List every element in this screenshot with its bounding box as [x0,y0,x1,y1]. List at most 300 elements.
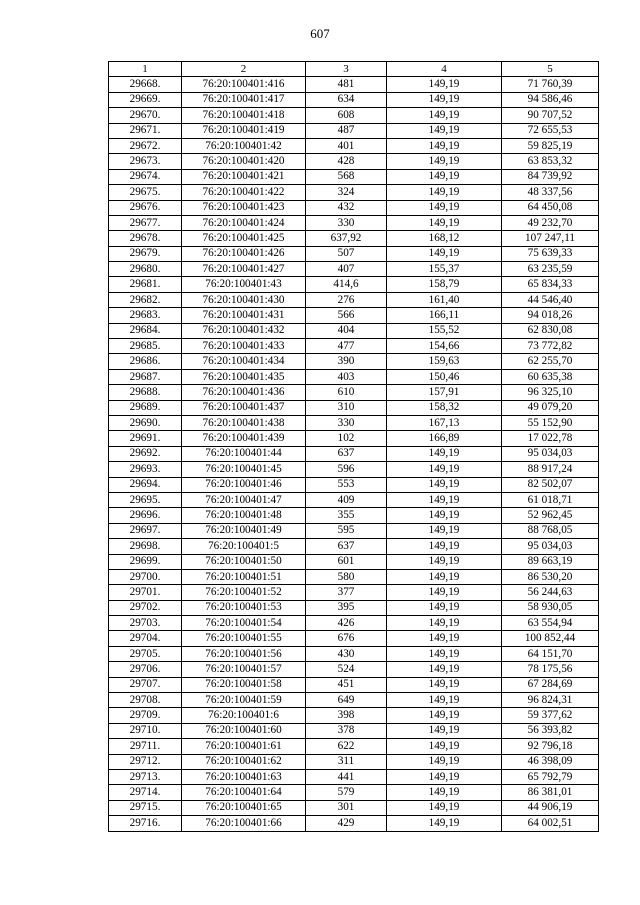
rate-cell: 155,37 [387,262,502,277]
table-row [109,277,599,292]
value-cell: 94 586,46 [502,92,599,107]
cadastral-number-cell: 76:20:100401:5 [182,539,306,554]
value-cell: 86 530,20 [502,569,599,584]
row-number-cell: 29673. [109,154,182,169]
area-cell: 637,92 [306,231,387,246]
table-row [109,92,599,107]
table-row [109,800,599,815]
row-number-cell: 29686. [109,354,182,369]
value-cell: 63 554,94 [502,616,599,631]
value-cell: 60 635,38 [502,369,599,384]
table-row [109,585,599,600]
table-row [109,569,599,584]
area-cell: 481 [306,77,387,92]
row-number-cell: 29679. [109,246,182,261]
cadastral-number-cell: 76:20:100401:439 [182,431,306,446]
area-cell: 404 [306,323,387,338]
table-row [109,723,599,738]
rate-cell: 149,19 [387,138,502,153]
row-number-cell: 29701. [109,585,182,600]
table-row [109,554,599,569]
cadastral-number-cell: 76:20:100401:62 [182,754,306,769]
value-cell: 62 255,70 [502,354,599,369]
cadastral-number-cell: 76:20:100401:416 [182,77,306,92]
row-number-cell: 29710. [109,723,182,738]
row-number-cell: 29684. [109,323,182,338]
table-row [109,508,599,523]
table-row [109,662,599,677]
value-cell: 56 393,82 [502,723,599,738]
area-cell: 330 [306,215,387,230]
row-number-cell: 29707. [109,677,182,692]
rate-cell: 149,19 [387,492,502,507]
table-row [109,754,599,769]
cadastral-number-cell: 76:20:100401:419 [182,123,306,138]
row-number-cell: 29675. [109,185,182,200]
rate-cell: 149,19 [387,800,502,815]
table-row [109,631,599,646]
value-cell: 62 830,08 [502,323,599,338]
area-cell: 477 [306,339,387,354]
table-row [109,292,599,307]
cadastral-number-cell: 76:20:100401:51 [182,569,306,584]
table-row [109,215,599,230]
cadastral-number-cell: 76:20:100401:58 [182,677,306,692]
row-number-cell: 29715. [109,800,182,815]
value-cell: 63 853,32 [502,154,599,169]
cadastral-number-cell: 76:20:100401:63 [182,769,306,784]
table-row [109,477,599,492]
value-cell: 86 381,01 [502,785,599,800]
rate-cell: 149,19 [387,108,502,123]
rate-cell: 149,19 [387,631,502,646]
area-cell: 649 [306,693,387,708]
rate-cell: 149,19 [387,569,502,584]
rate-cell: 149,19 [387,693,502,708]
area-cell: 403 [306,369,387,384]
row-number-cell: 29669. [109,92,182,107]
cadastral-number-cell: 76:20:100401:52 [182,585,306,600]
rate-cell: 158,32 [387,400,502,415]
value-cell: 64 002,51 [502,816,599,831]
rate-cell: 149,19 [387,446,502,461]
registry-table [108,61,599,832]
area-cell: 324 [306,185,387,200]
area-cell: 378 [306,723,387,738]
table-row [109,108,599,123]
rate-cell: 149,19 [387,816,502,831]
area-cell: 301 [306,800,387,815]
area-cell: 426 [306,616,387,631]
value-cell: 65 834,33 [502,277,599,292]
row-number-cell: 29697. [109,523,182,538]
cadastral-number-cell: 76:20:100401:43 [182,277,306,292]
area-cell: 401 [306,138,387,153]
table-body [109,77,599,831]
value-cell: 48 337,56 [502,185,599,200]
rate-cell: 166,11 [387,308,502,323]
rate-cell: 149,19 [387,508,502,523]
column-header-1: 1 [109,62,182,77]
cadastral-number-cell: 76:20:100401:45 [182,462,306,477]
value-cell: 52 962,45 [502,508,599,523]
area-cell: 428 [306,154,387,169]
row-number-cell: 29668. [109,77,182,92]
cadastral-number-cell: 76:20:100401:438 [182,415,306,430]
row-number-cell: 29677. [109,215,182,230]
area-cell: 310 [306,400,387,415]
header-row [109,62,599,77]
table-row [109,600,599,615]
area-cell: 355 [306,508,387,523]
value-cell: 71 760,39 [502,77,599,92]
row-number-cell: 29681. [109,277,182,292]
row-number-cell: 29708. [109,693,182,708]
value-cell: 95 034,03 [502,446,599,461]
table-row [109,693,599,708]
rate-cell: 149,19 [387,462,502,477]
cadastral-number-cell: 76:20:100401:425 [182,231,306,246]
cadastral-number-cell: 76:20:100401:47 [182,492,306,507]
rate-cell: 149,19 [387,123,502,138]
table-row [109,400,599,415]
rate-cell: 157,91 [387,385,502,400]
area-cell: 441 [306,769,387,784]
rate-cell: 149,19 [387,477,502,492]
cadastral-number-cell: 76:20:100401:437 [182,400,306,415]
row-number-cell: 29709. [109,708,182,723]
cadastral-number-cell: 76:20:100401:420 [182,154,306,169]
value-cell: 88 917,24 [502,462,599,477]
row-number-cell: 29713. [109,769,182,784]
value-cell: 78 175,56 [502,662,599,677]
area-cell: 395 [306,600,387,615]
cadastral-number-cell: 76:20:100401:426 [182,246,306,261]
table-row [109,169,599,184]
value-cell: 44 546,40 [502,292,599,307]
row-number-cell: 29698. [109,539,182,554]
value-cell: 64 151,70 [502,646,599,661]
table-row [109,154,599,169]
value-cell: 65 792,79 [502,769,599,784]
area-cell: 608 [306,108,387,123]
row-number-cell: 29682. [109,292,182,307]
rate-cell: 149,19 [387,723,502,738]
table-row [109,539,599,554]
area-cell: 596 [306,462,387,477]
rate-cell: 149,19 [387,739,502,754]
row-number-cell: 29696. [109,508,182,523]
row-number-cell: 29704. [109,631,182,646]
rate-cell: 149,19 [387,600,502,615]
row-number-cell: 29692. [109,446,182,461]
table-row [109,369,599,384]
row-number-cell: 29711. [109,739,182,754]
table-row [109,246,599,261]
value-cell: 44 906,19 [502,800,599,815]
cadastral-number-cell: 76:20:100401:66 [182,816,306,831]
cadastral-number-cell: 76:20:100401:422 [182,185,306,200]
row-number-cell: 29687. [109,369,182,384]
rate-cell: 155,52 [387,323,502,338]
rate-cell: 149,19 [387,92,502,107]
rate-cell: 159,63 [387,354,502,369]
rate-cell: 149,19 [387,677,502,692]
cadastral-number-cell: 76:20:100401:60 [182,723,306,738]
table-row [109,769,599,784]
row-number-cell: 29695. [109,492,182,507]
area-cell: 432 [306,200,387,215]
rate-cell: 161,40 [387,292,502,307]
area-cell: 637 [306,446,387,461]
cadastral-number-cell: 76:20:100401:433 [182,339,306,354]
area-cell: 451 [306,677,387,692]
area-cell: 579 [306,785,387,800]
value-cell: 56 244,63 [502,585,599,600]
rate-cell: 149,19 [387,616,502,631]
area-cell: 414,6 [306,277,387,292]
cadastral-number-cell: 76:20:100401:57 [182,662,306,677]
table-row [109,308,599,323]
value-cell: 96 824,31 [502,693,599,708]
rate-cell: 149,19 [387,246,502,261]
table-row [109,616,599,631]
value-cell: 64 450,08 [502,200,599,215]
rate-cell: 150,46 [387,369,502,384]
row-number-cell: 29714. [109,785,182,800]
row-number-cell: 29705. [109,646,182,661]
area-cell: 553 [306,477,387,492]
cadastral-number-cell: 76:20:100401:64 [182,785,306,800]
table-row [109,739,599,754]
row-number-cell: 29671. [109,123,182,138]
table-row [109,385,599,400]
value-cell: 84 739,92 [502,169,599,184]
column-header-4: 4 [387,62,502,77]
value-cell: 59 377,62 [502,708,599,723]
rate-cell: 166,89 [387,431,502,446]
value-cell: 95 034,03 [502,539,599,554]
area-cell: 330 [306,415,387,430]
rate-cell: 149,19 [387,646,502,661]
rate-cell: 149,19 [387,215,502,230]
rate-cell: 149,19 [387,754,502,769]
table-row [109,77,599,92]
value-cell: 72 655,53 [502,123,599,138]
area-cell: 390 [306,354,387,369]
value-cell: 61 018,71 [502,492,599,507]
cadastral-number-cell: 76:20:100401:431 [182,308,306,323]
cadastral-number-cell: 76:20:100401:6 [182,708,306,723]
table-row [109,677,599,692]
cadastral-number-cell: 76:20:100401:46 [182,477,306,492]
cadastral-number-cell: 76:20:100401:54 [182,616,306,631]
value-cell: 59 825,19 [502,138,599,153]
value-cell: 63 235,59 [502,262,599,277]
table-row [109,816,599,831]
row-number-cell: 29672. [109,138,182,153]
cadastral-number-cell: 76:20:100401:436 [182,385,306,400]
row-number-cell: 29691. [109,431,182,446]
area-cell: 524 [306,662,387,677]
area-cell: 568 [306,169,387,184]
rate-cell: 149,19 [387,539,502,554]
row-number-cell: 29694. [109,477,182,492]
value-cell: 88 768,05 [502,523,599,538]
table-row [109,339,599,354]
area-cell: 276 [306,292,387,307]
table-row [109,446,599,461]
rate-cell: 167,13 [387,415,502,430]
area-cell: 487 [306,123,387,138]
table-row [109,415,599,430]
area-cell: 409 [306,492,387,507]
rate-cell: 158,79 [387,277,502,292]
row-number-cell: 29693. [109,462,182,477]
row-number-cell: 29683. [109,308,182,323]
area-cell: 429 [306,816,387,831]
cadastral-number-cell: 76:20:100401:59 [182,693,306,708]
table-row [109,123,599,138]
area-cell: 102 [306,431,387,446]
value-cell: 55 152,90 [502,415,599,430]
row-number-cell: 29712. [109,754,182,769]
column-header-3: 3 [306,62,387,77]
cadastral-number-cell: 76:20:100401:435 [182,369,306,384]
cadastral-number-cell: 76:20:100401:44 [182,446,306,461]
cadastral-number-cell: 76:20:100401:423 [182,200,306,215]
area-cell: 595 [306,523,387,538]
rate-cell: 149,19 [387,554,502,569]
area-cell: 580 [306,569,387,584]
row-number-cell: 29700. [109,569,182,584]
table-row [109,200,599,215]
rate-cell: 149,19 [387,77,502,92]
table-row [109,492,599,507]
column-header-5: 5 [502,62,599,77]
row-number-cell: 29703. [109,616,182,631]
area-cell: 311 [306,754,387,769]
row-number-cell: 29680. [109,262,182,277]
cadastral-number-cell: 76:20:100401:417 [182,92,306,107]
cadastral-number-cell: 76:20:100401:434 [182,354,306,369]
rate-cell: 149,19 [387,585,502,600]
cadastral-number-cell: 76:20:100401:424 [182,215,306,230]
table-row [109,785,599,800]
area-cell: 407 [306,262,387,277]
row-number-cell: 29702. [109,600,182,615]
area-cell: 622 [306,739,387,754]
rate-cell: 154,66 [387,339,502,354]
row-number-cell: 29688. [109,385,182,400]
value-cell: 92 796,18 [502,739,599,754]
cadastral-number-cell: 76:20:100401:49 [182,523,306,538]
rate-cell: 149,19 [387,169,502,184]
cadastral-number-cell: 76:20:100401:55 [182,631,306,646]
table-header [109,62,599,77]
table-row [109,231,599,246]
rate-cell: 149,19 [387,708,502,723]
value-cell: 75 639,33 [502,246,599,261]
cadastral-number-cell: 76:20:100401:418 [182,108,306,123]
cadastral-number-cell: 76:20:100401:432 [182,323,306,338]
area-cell: 634 [306,92,387,107]
cadastral-number-cell: 76:20:100401:56 [182,646,306,661]
rate-cell: 149,19 [387,785,502,800]
value-cell: 73 772,82 [502,339,599,354]
row-number-cell: 29685. [109,339,182,354]
area-cell: 566 [306,308,387,323]
cadastral-number-cell: 76:20:100401:53 [182,600,306,615]
table-row [109,523,599,538]
rate-cell: 149,19 [387,769,502,784]
value-cell: 100 852,44 [502,631,599,646]
column-header-2: 2 [182,62,306,77]
cadastral-number-cell: 76:20:100401:430 [182,292,306,307]
row-number-cell: 29690. [109,415,182,430]
value-cell: 46 398,09 [502,754,599,769]
rate-cell: 149,19 [387,154,502,169]
value-cell: 67 284,69 [502,677,599,692]
table-row [109,646,599,661]
value-cell: 49 232,70 [502,215,599,230]
row-number-cell: 29699. [109,554,182,569]
cadastral-number-cell: 76:20:100401:65 [182,800,306,815]
rate-cell: 149,19 [387,200,502,215]
cadastral-number-cell: 76:20:100401:61 [182,739,306,754]
table-row [109,262,599,277]
table-row [109,185,599,200]
rate-cell: 149,19 [387,662,502,677]
area-cell: 676 [306,631,387,646]
row-number-cell: 29678. [109,231,182,246]
value-cell: 94 018,26 [502,308,599,323]
page-number: 607 [310,26,330,41]
area-cell: 430 [306,646,387,661]
area-cell: 398 [306,708,387,723]
table-row [109,323,599,338]
value-cell: 90 707,52 [502,108,599,123]
row-number-cell: 29670. [109,108,182,123]
area-cell: 507 [306,246,387,261]
area-cell: 637 [306,539,387,554]
cadastral-number-cell: 76:20:100401:421 [182,169,306,184]
table-row [109,354,599,369]
row-number-cell: 29689. [109,400,182,415]
cadastral-number-cell: 76:20:100401:42 [182,138,306,153]
area-cell: 610 [306,385,387,400]
table-row [109,431,599,446]
row-number-cell: 29676. [109,200,182,215]
rate-cell: 149,19 [387,523,502,538]
value-cell: 58 930,05 [502,600,599,615]
cadastral-number-cell: 76:20:100401:50 [182,554,306,569]
row-number-cell: 29706. [109,662,182,677]
row-number-cell: 29716. [109,816,182,831]
table-row [109,708,599,723]
value-cell: 96 325,10 [502,385,599,400]
row-number-cell: 29674. [109,169,182,184]
rate-cell: 149,19 [387,185,502,200]
rate-cell: 168,12 [387,231,502,246]
value-cell: 49 079,20 [502,400,599,415]
table-row [109,462,599,477]
table-row [109,138,599,153]
value-cell: 89 663,19 [502,554,599,569]
area-cell: 601 [306,554,387,569]
cadastral-number-cell: 76:20:100401:427 [182,262,306,277]
value-cell: 17 022,78 [502,431,599,446]
